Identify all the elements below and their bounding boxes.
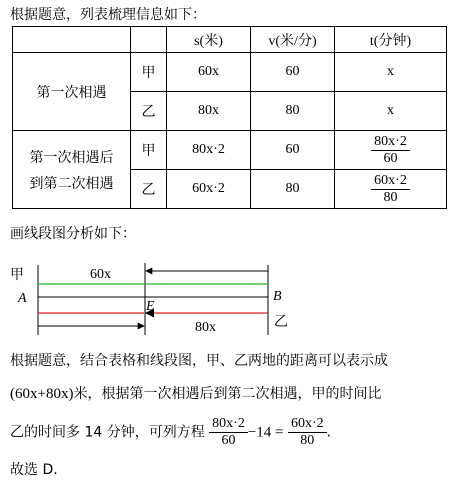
analysis-line2-text: 米，根据第一次相遇后到第二次相遇，甲的时间比 bbox=[73, 386, 382, 402]
header-empty-2 bbox=[131, 27, 167, 53]
t-numerator: 80x·2 bbox=[371, 134, 410, 151]
answer-text: 故选 D. bbox=[10, 462, 58, 478]
eq-right-numerator: 60x·2 bbox=[288, 416, 327, 433]
header-t: t(分钟) bbox=[335, 27, 447, 53]
point-e-label: E bbox=[146, 299, 155, 314]
info-table bbox=[12, 26, 447, 209]
equation-left-fraction bbox=[209, 416, 248, 449]
t-cell bbox=[335, 131, 447, 170]
v-cell: 60 bbox=[251, 53, 335, 92]
table-header-row bbox=[13, 27, 447, 53]
s-cell: 80x·2 bbox=[167, 131, 251, 170]
t-cell bbox=[335, 170, 447, 209]
group-second-line2: 到第二次相遇 bbox=[29, 175, 114, 192]
group-second-meet bbox=[13, 131, 131, 209]
analysis-line3-text: 乙的时间多 14 分钟，可列方程 bbox=[10, 424, 205, 441]
eq-end: . bbox=[326, 424, 332, 441]
eq-left-denominator: 60 bbox=[221, 433, 236, 448]
point-b-label: B bbox=[273, 289, 282, 304]
distance-expression: (60x+80x) bbox=[10, 386, 74, 402]
t-denominator: 60 bbox=[383, 150, 398, 166]
s-cell: 80x bbox=[167, 92, 251, 131]
label-jia: 甲 bbox=[10, 267, 24, 283]
t-numerator: 60x·2 bbox=[371, 173, 410, 190]
t-cell: x bbox=[335, 53, 447, 92]
diagram-intro-text: 画线段图分析如下： bbox=[10, 226, 136, 242]
eq-left-numerator: 80x·2 bbox=[209, 416, 248, 433]
group-first-meet: 第一次相遇 bbox=[13, 53, 131, 131]
eq-middle: −14 = bbox=[247, 424, 284, 441]
header-empty bbox=[13, 27, 131, 53]
analysis-line1: 根据题意，结合表格和线段图，甲、乙两地的距离可以表示成 bbox=[10, 353, 388, 369]
v-cell: 80 bbox=[251, 92, 335, 131]
eq-right-denominator: 80 bbox=[300, 433, 315, 448]
t-fraction bbox=[371, 134, 410, 167]
t-fraction bbox=[371, 173, 410, 206]
v-cell: 80 bbox=[251, 170, 335, 209]
point-a-label: A bbox=[18, 291, 27, 306]
intro-text: 根据题意，列表梳理信息如下： bbox=[10, 7, 206, 23]
t-denominator: 80 bbox=[383, 189, 398, 205]
person-cell: 乙 bbox=[131, 170, 167, 209]
header-v: v(米/分) bbox=[251, 27, 335, 53]
person-cell: 甲 bbox=[131, 131, 167, 170]
group-second-line1: 第一次相遇后 bbox=[29, 149, 114, 166]
s-cell: 60x·2 bbox=[167, 170, 251, 209]
table-row bbox=[13, 53, 447, 92]
label-80x: 80x bbox=[195, 320, 216, 335]
s-cell: 60x bbox=[167, 53, 251, 92]
equation-right-fraction bbox=[288, 416, 327, 449]
label-60x: 60x bbox=[90, 267, 111, 282]
analysis-line3 bbox=[10, 416, 331, 449]
v-cell: 60 bbox=[251, 131, 335, 170]
person-cell: 甲 bbox=[131, 53, 167, 92]
label-yi: 乙 bbox=[274, 314, 288, 330]
analysis-line2 bbox=[10, 383, 381, 403]
person-cell: 乙 bbox=[131, 92, 167, 131]
t-cell: x bbox=[335, 92, 447, 131]
table-row bbox=[13, 131, 447, 170]
segment-diagram bbox=[0, 255, 451, 345]
header-s: s(米) bbox=[167, 27, 251, 53]
